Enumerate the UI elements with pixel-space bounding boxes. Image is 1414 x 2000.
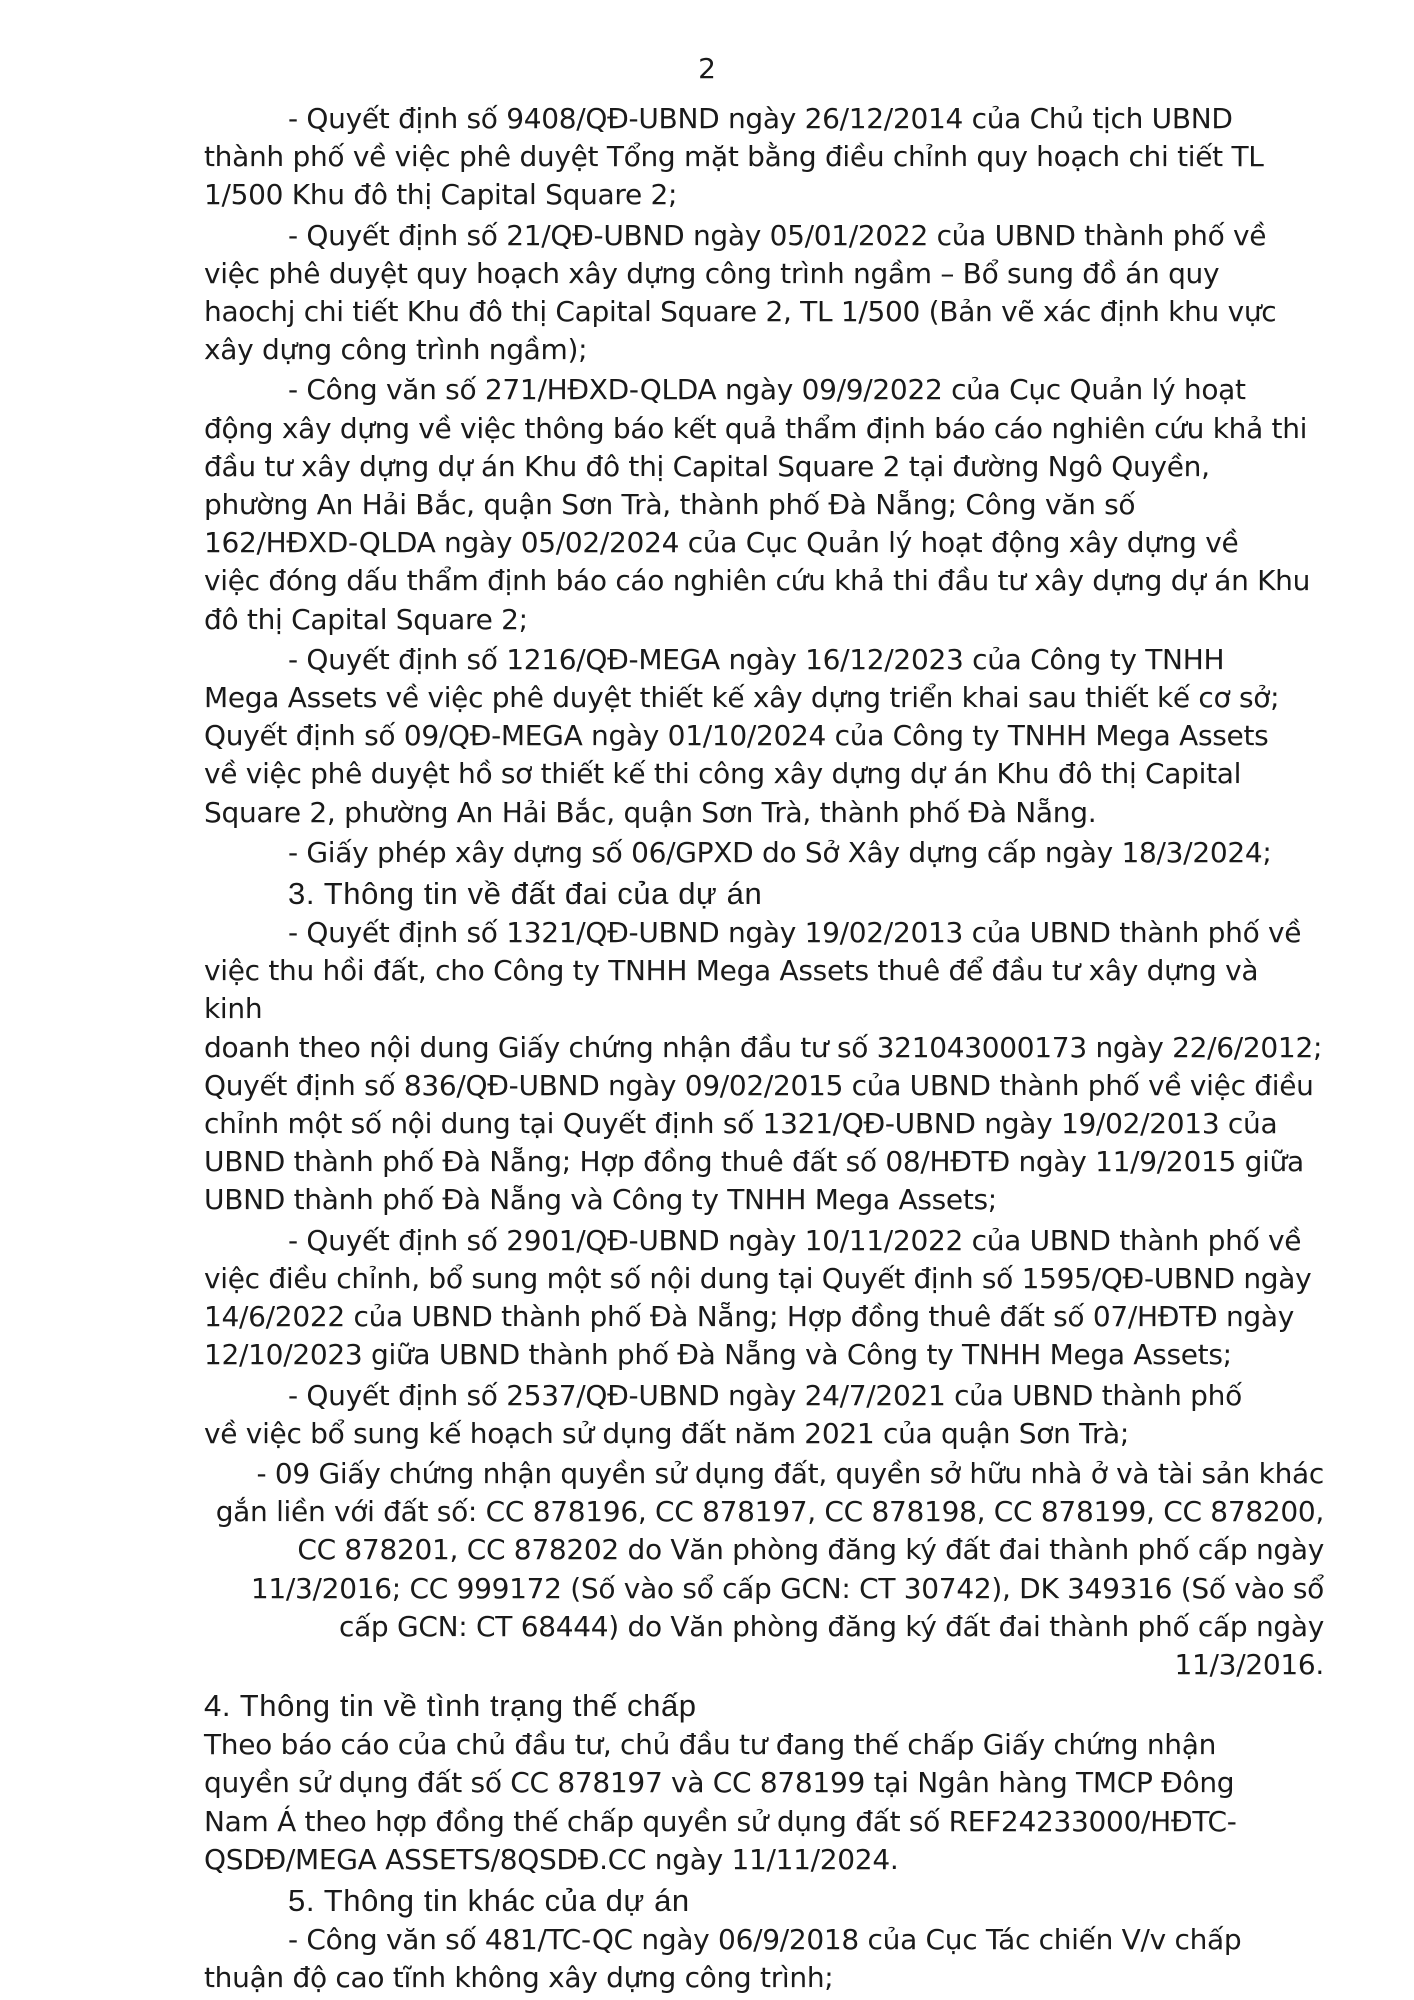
paragraph: - Giấy phép xây dựng số 06/GPXD do Sở Xây dựng cấp ngày 18/3/2024; bbox=[288, 835, 1272, 869]
paragraph: - Quyết định số 1321/QĐ-UBND ngày 19/02/2013 của UBND thành phố về việc thu hồi đất, cho Công ty TNHH Mega Assets thuê để đầu tư xây dựng và kinh doanh theo nội dung Giấy chứng nhận đầu tư số 321043000173 ngày 22/6/2012; Quyết định số 836/QĐ-UBND ngày 09/02/2015 của UBND thành phố về việc điều chỉnh một số nội dung tại Quyết định số 1321/QĐ-UBND ngày 19/02/2013 của UBND thành phố Đà Nẵng; Hợp đồng thuê đất số 08/HĐTĐ ngày 11/9/2015 giữa UBND thành phố Đà Nẵng và Công ty TNHH Mega Assets; bbox=[204, 916, 1323, 1217]
paragraph: - Quyết định số 2537/QĐ-UBND ngày 24/7/2021 của UBND thành phố về việc bổ sung kế hoạch sử dụng đất năm 2021 của quận Sơn Trà; bbox=[204, 1378, 1242, 1450]
paragraph: - Quyết định số 21/QĐ-UBND ngày 05/01/2022 của UBND thành phố về việc phê duyệt quy hoạch xây dựng công trình ngầm – Bổ sung đồ án quy haochj chi tiết Khu đô thị Capital Square 2, TL 1/500 (Bản vẽ xác định khu vực xây dựng công trình ngầm); bbox=[204, 218, 1277, 367]
page-number: 2 bbox=[698, 52, 716, 85]
paragraph: - Công văn số 271/HĐXD-QLDA ngày 09/9/2022 của Cục Quản lý hoạt động xây dựng về việc thông báo kết quả thẩm định báo cáo nghiên cứu khả thi đầu tư xây dựng dự án Khu đô thị Capital Square 2 tại đường Ngô Quyền, phường An Hải Bắc, quận Sơn Trà, thành phố Đà Nẵng; Công văn số 162/HĐXD-QLDA ngày 05/02/2024 của Cục Quản lý hoạt động xây dựng về việc đóng dấu thẩm định báo cáo nghiên cứu khả thi đầu tư xây dựng dự án Khu đô thị Capital Square 2; bbox=[204, 373, 1311, 636]
paragraph: - Quyết định số 9408/QĐ-UBND ngày 26/12/2014 của Chủ tịch UBND thành phố về việc phê duyệt Tổng mặt bằng điều chỉnh quy hoạch chi tiết TL 1/500 Khu đô thị Capital Square 2; bbox=[204, 102, 1264, 212]
paragraph: - Công văn số 481/TC-QC ngày 06/9/2018 của Cục Tác chiến V/v chấp thuận độ cao tĩnh không xây dựng công trình; bbox=[204, 1922, 1242, 1995]
document-body bbox=[204, 100, 1324, 1999]
section-heading: 4. Thông tin về tình trạng thế chấp bbox=[204, 1688, 697, 1724]
paragraph: - Quyết định số 2901/QĐ-UBND ngày 10/11/2022 của UBND thành phố về việc điều chỉnh, bổ sung một số nội dung tại Quyết định số 1595/QĐ-UBND ngày 14/6/2022 của UBND thành phố Đà Nẵng; Hợp đồng thuê đất số 07/HĐTĐ ngày 12/10/2023 giữa UBND thành phố Đà Nẵng và Công ty TNHH Mega Assets; bbox=[204, 1223, 1312, 1372]
paragraph: Theo báo cáo của chủ đầu tư, chủ đầu tư đang thế chấp Giấy chứng nhận quyền sử dụng đất số CC 878197 và CC 878199 tại Ngân hàng TMCP Đông Nam Á theo hợp đồng thế chấp quyền sử dụng đất số REF24233000/HĐTC- QSDĐ/MEGA ASSETS/8QSDĐ.CC ngày 11/11/2024. bbox=[204, 1728, 1237, 1876]
section-heading: 5. Thông tin khác của dự án bbox=[288, 1882, 690, 1918]
section-heading: 3. Thông tin về đất đai của dự án bbox=[288, 876, 763, 912]
paragraph: - Quyết định số 1216/QĐ-MEGA ngày 16/12/2023 của Công ty TNHH Mega Assets về việc phê duyệt thiết kế xây dựng triển khai sau thiết kế cơ sở; Quyết định số 09/QĐ-MEGA ngày 01/10/2024 của Công ty TNHH Mega Assets về việc phê duyệt hồ sơ thiết kế thi công xây dựng dự án Khu đô thị Capital Square 2, phường An Hải Bắc, quận Sơn Trà, thành phố Đà Nẵng. bbox=[204, 642, 1280, 829]
paragraph: - 09 Giấy chứng nhận quyền sử dụng đất, quyền sở hữu nhà ở và tài sản khác gắn liền với đất số: CC 878196, CC 878197, CC 878198, CC 878199, CC 878200, CC 878201, CC 878202 do Văn phòng đăng ký đất đai thành phố cấp ngày 11/3/2016; CC 999172 (Số vào sổ cấp GCN: CT 30742), DK 349316 (Số vào sổ cấp GCN: CT 68444) do Văn phòng đăng ký đất đai thành phố cấp ngày 11/3/2016. bbox=[215, 1456, 1324, 1681]
